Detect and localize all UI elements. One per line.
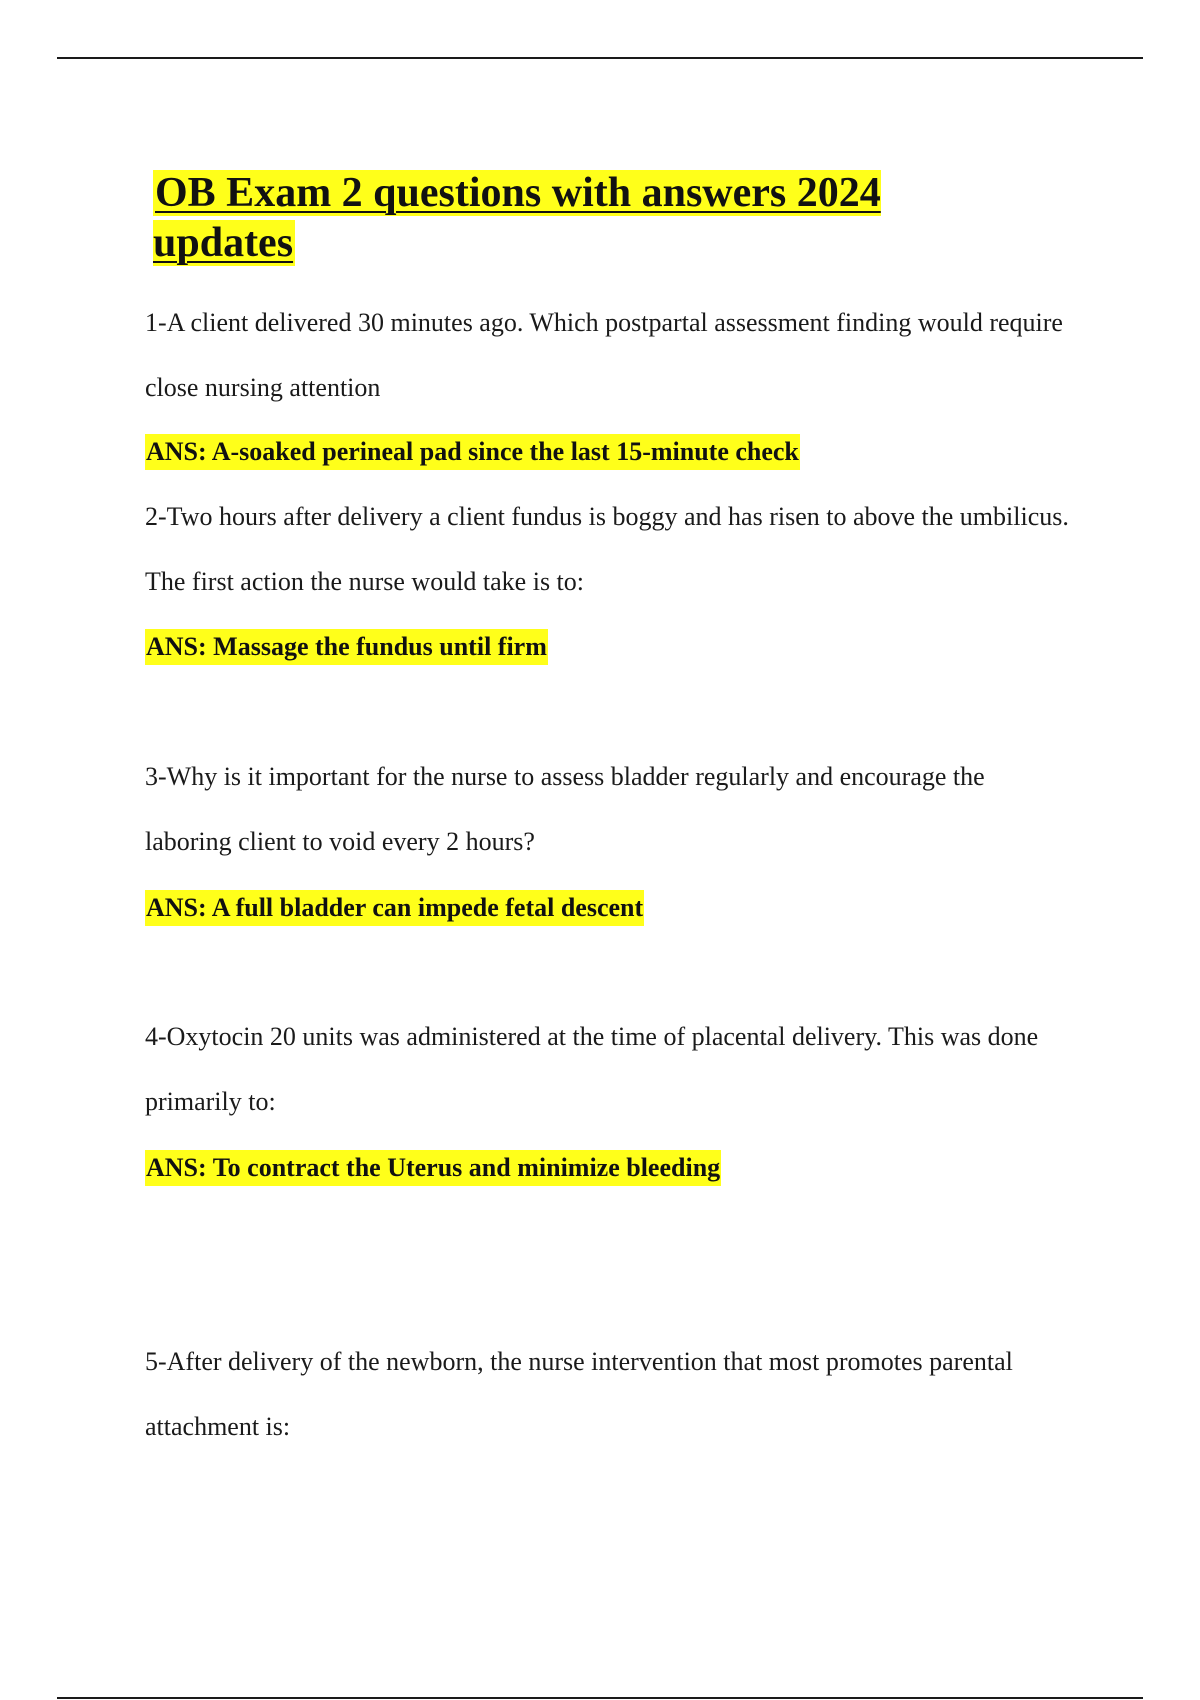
page-bottom-rule bbox=[57, 1697, 1143, 1699]
answer-3: ANS: A full bladder can impede fetal descent bbox=[145, 890, 644, 926]
answer-4: ANS: To contract the Uterus and minimize bleeding bbox=[145, 1150, 721, 1186]
document-title-text: OB Exam 2 questions with answers 2024 updates bbox=[153, 170, 881, 266]
answer-1: ANS: A-soaked perineal pad since the last 15-minute check bbox=[145, 434, 800, 470]
question-1: 1-A client delivered 30 minutes ago. Which postpartal assessment finding would require close nursing attention bbox=[145, 308, 1063, 402]
page-top-rule bbox=[57, 57, 1143, 59]
question-5: 5-After delivery of the newborn, the nurse intervention that most promotes parental attachment is: bbox=[145, 1347, 1013, 1441]
document-title bbox=[153, 168, 993, 268]
answer-2: ANS: Massage the fundus until firm bbox=[145, 629, 548, 665]
question-2: 2-Two hours after delivery a client fundus is boggy and has risen to above the umbilicus. The first action the nurse would take is to: bbox=[145, 502, 1069, 596]
question-3: 3-Why is it important for the nurse to assess bladder regularly and encourage the laboring client to void every 2 hours? bbox=[145, 762, 985, 856]
question-4: 4-Oxytocin 20 units was administered at the time of placental delivery. This was done primarily to: bbox=[145, 1022, 1039, 1116]
